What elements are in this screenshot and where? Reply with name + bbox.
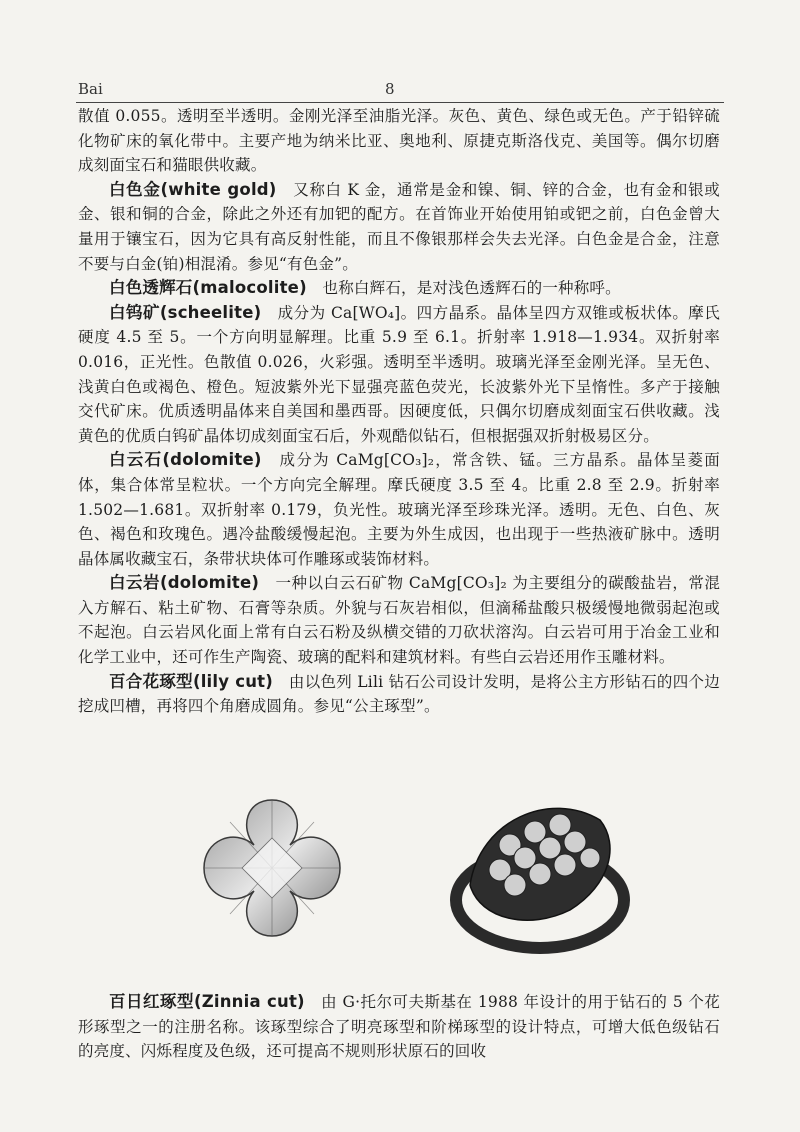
entry-dolomite-mineral — [78, 448, 720, 571]
running-head: Bai — [78, 80, 103, 98]
entry-malocolite — [78, 276, 720, 301]
entry-lily-cut — [78, 670, 720, 719]
entry-white-gold — [78, 178, 720, 276]
entry-headword: 百合花琢型(lily cut) — [109, 671, 274, 691]
entry-text: 一种以白云石矿物 CaMg[CO₃]₂ 为主要组分的碳酸盐岩，常混入方解石、粘土矿物、石膏等杂质。外貌与石灰岩相似，但滴稀盐酸只极缓慢地微弱起泡或不起泡。白云岩风化面上常有白云石粉及纵横交错的刀砍状溶沟。白云岩可用于冶金工业和化学工业中，还可作生产陶瓷、玻璃的配料和建筑材料。有些白云岩还用作玉雕材料。 — [78, 574, 721, 667]
header-rule — [76, 102, 724, 103]
lily-cut-diamond — [204, 800, 340, 936]
entry-dolomite-rock — [78, 571, 720, 669]
entry-scheelite — [78, 301, 720, 449]
entry-headword: 白钨矿(scheelite) — [109, 302, 262, 322]
entry-zinnia-cut — [78, 990, 720, 1064]
dictionary-body — [78, 104, 720, 719]
intro-paragraph: 散值 0.055。透明至半透明。金刚光泽至油脂光泽。灰色、黄色、绿色或无色。产于铅锌硫化物矿床的氧化带中。主要产地为纳米比亚、奥地利、原捷克斯洛伐克、美国等。偶尔切磨成刻面宝石和猫眼供收藏。 — [78, 107, 720, 175]
entry-text: 成分为 Ca[WO₄]。四方晶系。晶体呈四方双锥或板状体。摩氏硬度 4.5 至 5。一个方向明显解理。比重 5.9 至 6.1。折射率 1.918—1.934。双折射率 0.016，正光性。色散值 0.026，火彩强。透明至半透明。玻璃光泽至金刚光泽。呈无色、浅黄白色或褐色、橙色。短波紫外光下显强亮蓝色荧光，长波紫外光下呈惰性。多产于接触交代矿床。优质透明晶体来自美国和墨西哥。因硬度低，只偶尔切磨成刻面宝石供收藏。浅黄色的优质白钨矿晶体切成刻面宝石后，外观酷似钻石，但根据强双折射极易区分。 — [78, 303, 720, 445]
entry-text: 又称白 K 金，通常是金和镍、铜、锌的合金，也有金和银或金、银和铜的合金，除此之外还有加钯的配方。在首饰业开始使用铂或钯之前，白色金曾大量用于镶宝石，因为它具有高反射性能，而且不像银那样会失去光泽。白色金是合金，注意不要与白金(铂)相混淆。参见“有色金”。 — [78, 180, 721, 273]
entry-headword: 白色金(white gold) — [109, 179, 277, 199]
entry-headword: 白色透辉石(malocolite) — [109, 278, 307, 298]
entry-text: 也称白辉石，是对浅色透辉石的一种称呼。 — [322, 279, 621, 298]
page-number: 8 — [385, 80, 395, 98]
entry-headword: 百日红琢型(Zinnia cut) — [109, 992, 305, 1011]
lily-cut-diamond-figure — [200, 790, 670, 960]
lily-cut-ring — [456, 808, 624, 948]
entry-text: 成分为 CaMg[CO₃]₂，常含铁、锰。三方晶系。晶体呈菱面体，集合体常呈粒状。一个方向完全解理。摩氏硬度 3.5 至 4。比重 2.8 至 2.9。折射率 1.502—1.681。双折射率 0.179，负光性。玻璃光泽至珍珠光泽。透明。无色、白色、灰色、褐色和玫瑰色。遇冷盐酸缓慢起泡。主要为外生成因，也出现于一些热液矿脉中。透明晶体属收藏宝石，条带状块体可作雕琢或装饰材料。 — [78, 451, 721, 568]
entry-text: 由以色列 Lili 钻石公司设计发明，是将公主方形钻石的四个边挖成凹槽，再将四个角磨成圆角。参见“公主琢型”。 — [78, 672, 720, 716]
illustrations — [200, 790, 670, 960]
page-header — [78, 80, 718, 102]
entry-headword: 白云岩(dolomite) — [109, 573, 260, 593]
entry-text: 由 G·托尔可夫斯基在 1988 年设计的用于钻石的 5 个花形琢型之一的注册名称。该琢型综合了明亮琢型和阶梯琢型的设计特点，可增大低色级钻石的亮度、闪烁程度及色级，还可提高不规则形状原石的回收 — [78, 993, 721, 1061]
entry-headword: 白云石(dolomite) — [109, 450, 262, 470]
